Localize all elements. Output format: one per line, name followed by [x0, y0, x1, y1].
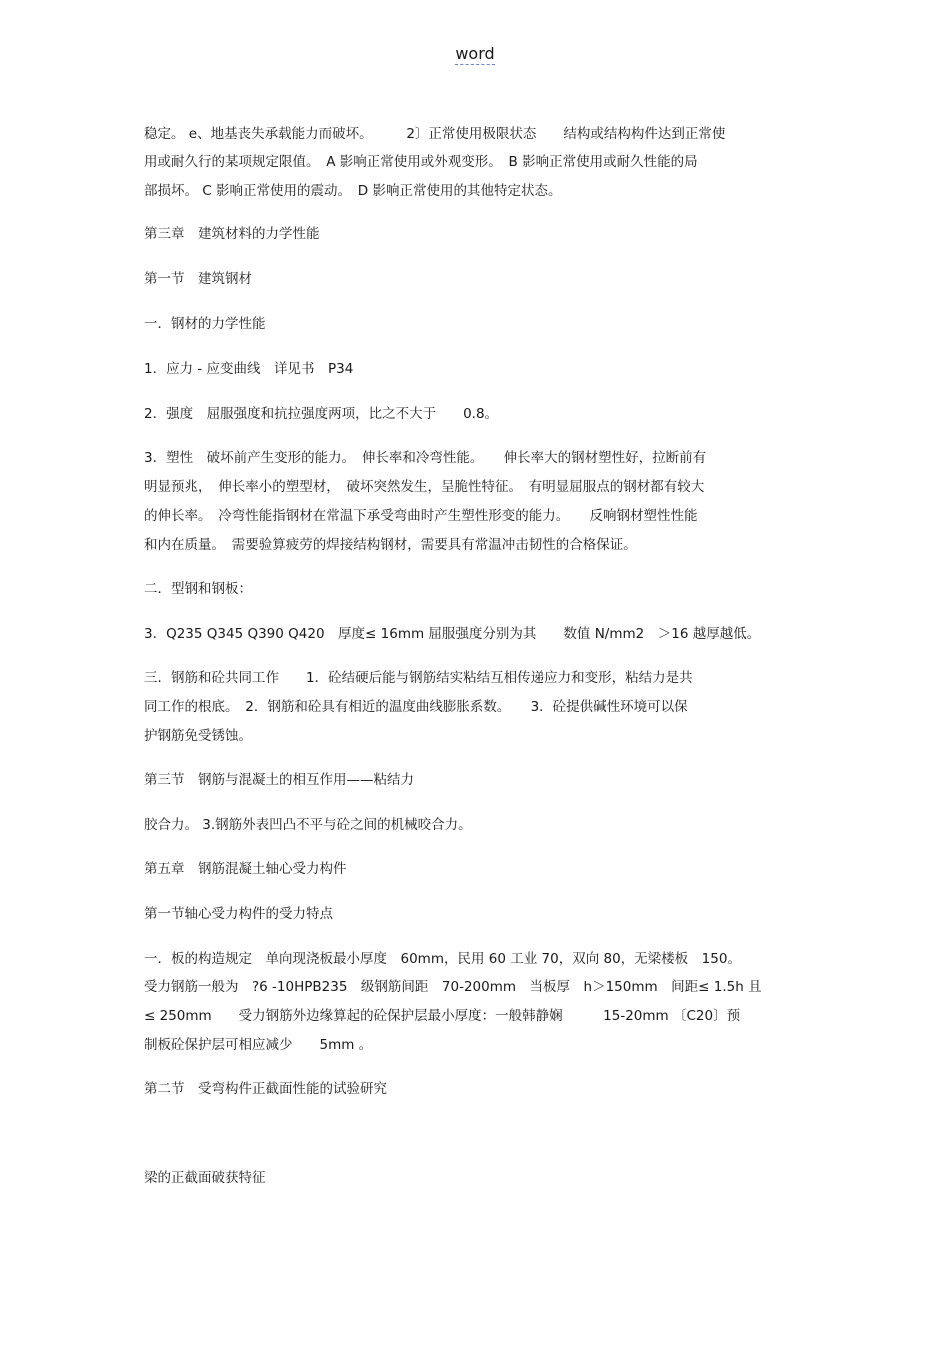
paragraph-line: 受力钢筋一般为 ?6 -10HPB235 级钢筋间距 70-200mm 当板厚 h＞150mm 间距≤ 1.5h 且	[144, 979, 762, 995]
paragraph-line: 稳定。 e、地基丧失承载能力而破坏。 2〕正常使用极限状态 结构或结构构件达到正常使	[144, 126, 726, 142]
paragraph-line: 护钢筋免受锈蚀。	[144, 728, 252, 744]
paragraph-line: 明显预兆， 伸长率小的塑型材， 破坏突然发生，呈脆性特征。 有明显屈服点的钢材都有较大	[144, 479, 705, 495]
paragraph-line: 梁的正截面破获特征	[144, 1170, 266, 1186]
paragraph-line: 一．板的构造规定 单向现浇板最小厚度 60mm，民用 60 工业 70，双向 80，无梁楼板 150。	[144, 951, 741, 967]
page-header	[0, 44, 950, 63]
paragraph-line: 三．钢筋和砼共同工作 1．砼结硬后能与钢筋结实粘结互相传递应力和变形，粘结力是共	[144, 670, 693, 686]
chapter-heading: 第三章 建筑材料的力学性能	[144, 226, 320, 242]
header-title: word	[455, 44, 495, 63]
paragraph-line: ≤ 250mm 受力钢筋外边缘算起的砼保护层最小厚度：一般韩静娴 15-20mm 〔C20〕预	[144, 1008, 741, 1024]
paragraph-line: 二．型钢和钢板：	[144, 581, 252, 597]
paragraph-line: 用或耐久行的某项规定限值。 A 影响正常使用或外观变形。 B 影响正常使用或耐久性能的局	[144, 154, 698, 170]
paragraph-line: 一．钢材的力学性能	[144, 316, 266, 332]
paragraph-line: 的伸长率。 冷弯性能指钢材在常温下承受弯曲时产生塑性形变的能力。 反响钢材塑性性能	[144, 508, 698, 524]
paragraph-line: 胶合力。 3.钢筋外表凹凸不平与砼之间的机械咬合力。	[144, 817, 472, 833]
section-heading: 第一节 建筑钢材	[144, 271, 252, 287]
section-heading: 第二节 受弯构件正截面性能的试验研究	[144, 1081, 387, 1097]
section-heading: 第一节轴心受力构件的受力特点	[144, 906, 333, 922]
paragraph-line: 同工作的根底。 2．钢筋和砼具有相近的温度曲线膨胀系数。 3．砼提供碱性环境可以保	[144, 699, 688, 715]
paragraph-line: 和内在质量。 需要验算疲劳的焊接结构钢材，需要具有常温冲击韧性的合格保证。	[144, 537, 637, 553]
chapter-heading: 第五章 钢筋混凝土轴心受力构件	[144, 861, 347, 877]
paragraph-line: 1．应力 - 应变曲线 详见书 P34	[144, 361, 354, 377]
paragraph-line: 2．强度 屈服强度和抗拉强度两项，比之不大于 0.8。	[144, 406, 499, 422]
paragraph-line: 制板砼保护层可相应减少 5mm 。	[144, 1037, 373, 1053]
paragraph-line: 部损坏。 C 影响正常使用的震动。 D 影响正常使用的其他特定状态。	[144, 183, 562, 199]
paragraph-line: 3．Q235 Q345 Q390 Q420 厚度≤ 16mm 屈服强度分别为其 数值 N/mm2 ＞16 越厚越低。	[144, 626, 761, 642]
section-heading: 第三节 钢筋与混凝土的相互作用——粘结力	[144, 772, 414, 788]
paragraph-line: 3．塑性 破坏前产生变形的能力。 伸长率和冷弯性能。 伸长率大的钢材塑性好，拉断前有	[144, 450, 707, 466]
